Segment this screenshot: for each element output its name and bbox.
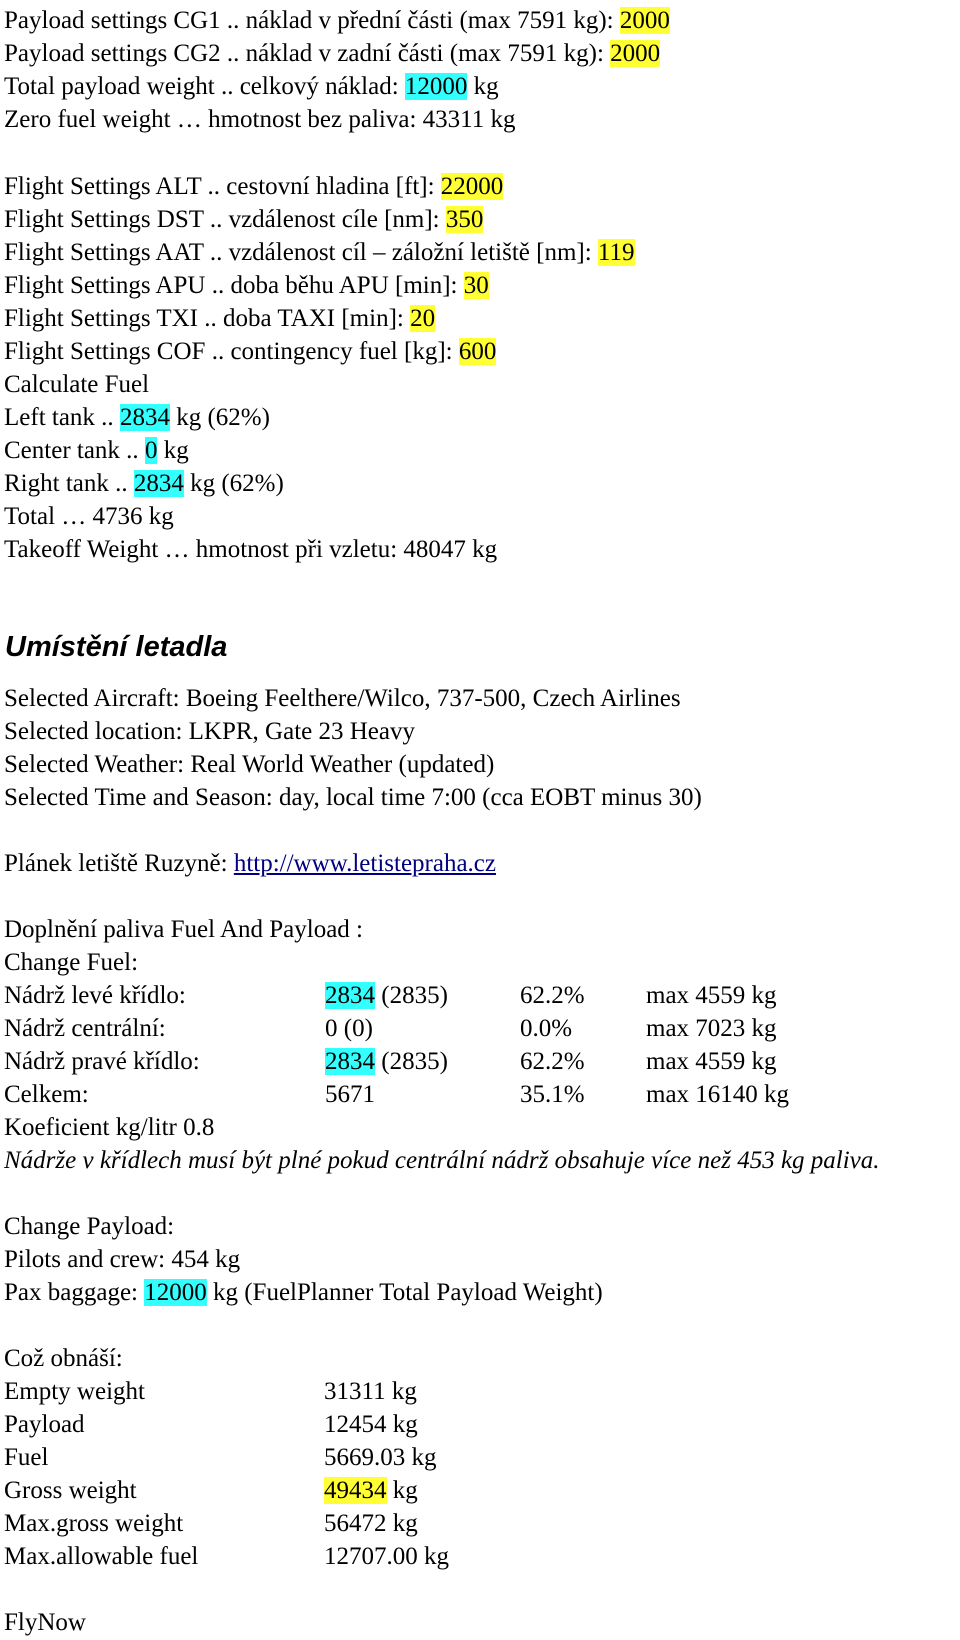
summary-title: Což obnáší: — [4, 1345, 123, 1372]
payload-cg1-value: 2000 — [619, 7, 670, 34]
pilots-crew: Pilots and crew: 454 kg — [4, 1246, 241, 1273]
fuel-row-value: 5671 — [325, 1081, 375, 1108]
flight-txi-line: Flight Settings TXI .. doba TAXI [min]: 20 — [4, 305, 436, 332]
center-tank-value: 0 — [144, 437, 158, 464]
airport-plan-line: Plánek letiště Ruzyně: http://www.letistepraha.cz — [4, 850, 496, 877]
flight-dst-value: 350 — [445, 206, 484, 233]
coefficient: Koeficient kg/litr 0.8 — [4, 1114, 215, 1141]
footer-flynow: FlyNow — [4, 1609, 86, 1636]
left-tank-value: 2834 — [119, 404, 170, 431]
summary-row-name: Fuel — [4, 1444, 49, 1471]
flight-apu-value: 30 — [463, 272, 489, 299]
flight-aat-line: Flight Settings AAT .. vzdálenost cíl – záložní letiště [nm]: 119 — [4, 239, 635, 266]
fuel-row-name: Celkem: — [4, 1081, 89, 1108]
summary-row-value: 49434 kg — [324, 1477, 418, 1504]
payload-cg1-line: Payload settings CG1 .. náklad v přední části (max 7591 kg): 2000 — [4, 7, 670, 34]
summary-row-value: 12454 kg — [324, 1411, 418, 1438]
flight-txi-value: 20 — [410, 305, 436, 332]
summary-row-name: Payload — [4, 1411, 85, 1438]
pax-baggage-line: Pax baggage: 12000 kg (FuelPlanner Total Payload Weight) — [4, 1279, 603, 1306]
selected-location: Selected location: LKPR, Gate 23 Heavy — [4, 718, 415, 745]
payload-cg2-value: 2000 — [610, 40, 661, 67]
summary-row-value: 31311 kg — [324, 1378, 417, 1405]
payload-cg2-line: Payload settings CG2 .. náklad v zadní části (max 7591 kg): 2000 — [4, 40, 661, 67]
selected-aircraft: Selected Aircraft: Boeing Feelthere/Wilco, 737-500, Czech Airlines — [4, 685, 681, 712]
center-tank-line: Center tank .. 0 kg — [4, 437, 189, 464]
fuel-row-percent: 62.2% — [520, 982, 585, 1009]
fuel-row-value: 2834 (2835) — [325, 1048, 448, 1075]
summary-row-name: Max.allowable fuel — [4, 1543, 199, 1570]
flight-alt-value: 22000 — [440, 173, 504, 200]
fuel-row-percent: 0.0% — [520, 1015, 573, 1042]
summary-row-name: Empty weight — [4, 1378, 145, 1405]
fuel-row-name: Nádrž centrální: — [4, 1015, 166, 1042]
fuel-row-max: max 4559 kg — [646, 1048, 777, 1075]
payload-total-line: Total payload weight .. celkový náklad: 12000 kg — [4, 73, 499, 100]
refuel-title: Doplnění paliva Fuel And Payload : — [4, 916, 363, 943]
summary-row-value: 5669.03 kg — [324, 1444, 437, 1471]
flight-cof-line: Flight Settings COF .. contingency fuel [kg]: 600 — [4, 338, 497, 365]
zero-fuel-weight: Zero fuel weight … hmotnost bez paliva: 43311 kg — [4, 106, 516, 133]
fuel-row-value: 2834 (2835) — [325, 982, 448, 1009]
payload-total-value: 12000 — [404, 73, 468, 100]
summary-row-name: Gross weight — [4, 1477, 137, 1504]
gross-weight-value: 49434 — [324, 1477, 387, 1504]
change-fuel-label: Change Fuel: — [4, 949, 139, 976]
placement-heading: Umístění letadla — [5, 631, 228, 663]
fuel-note: Nádrže v křídlech musí být plné pokud centrální nádrž obsahuje více než 453 kg paliva. — [4, 1147, 880, 1174]
summary-row-value: 12707.00 kg — [324, 1543, 449, 1570]
fuel-row-max: max 4559 kg — [646, 982, 777, 1009]
fuel-row-percent: 62.2% — [520, 1048, 585, 1075]
fuel-row-value: 0 (0) — [325, 1015, 373, 1042]
fuel-row-name: Nádrž levé křídlo: — [4, 982, 186, 1009]
fuel-total: Total … 4736 kg — [4, 503, 174, 530]
takeoff-weight: Takeoff Weight … hmotnost při vzletu: 48047 kg — [4, 536, 498, 563]
summary-row-name: Max.gross weight — [4, 1510, 184, 1537]
selected-time: Selected Time and Season: day, local time 7:00 (cca EOBT minus 30) — [4, 784, 702, 811]
airport-plan-link[interactable]: http://www.letistepraha.cz — [233, 850, 496, 877]
fuel-row-max: max 7023 kg — [646, 1015, 777, 1042]
flight-apu-line: Flight Settings APU .. doba běhu APU [min]: 30 — [4, 272, 489, 299]
flight-alt-line: Flight Settings ALT .. cestovní hladina [ft]: 22000 — [4, 173, 504, 200]
flight-aat-value: 119 — [597, 239, 635, 266]
summary-row-value: 56472 kg — [324, 1510, 418, 1537]
change-payload-label: Change Payload: — [4, 1213, 175, 1240]
fuel-row-percent: 35.1% — [520, 1081, 585, 1108]
fuel-row-name: Nádrž pravé křídlo: — [4, 1048, 200, 1075]
left-tank-line: Left tank .. 2834 kg (62%) — [4, 404, 270, 431]
fuel-row-max: max 16140 kg — [646, 1081, 790, 1108]
pax-baggage-value: 12000 — [144, 1279, 207, 1306]
flight-dst-line: Flight Settings DST .. vzdálenost cíle [nm]: 350 — [4, 206, 484, 233]
selected-weather: Selected Weather: Real World Weather (updated) — [4, 751, 495, 778]
right-tank-line: Right tank .. 2834 kg (62%) — [4, 470, 284, 497]
calculate-fuel-label: Calculate Fuel — [4, 371, 150, 398]
flight-cof-value: 600 — [458, 338, 497, 365]
right-tank-value: 2834 — [133, 470, 184, 497]
